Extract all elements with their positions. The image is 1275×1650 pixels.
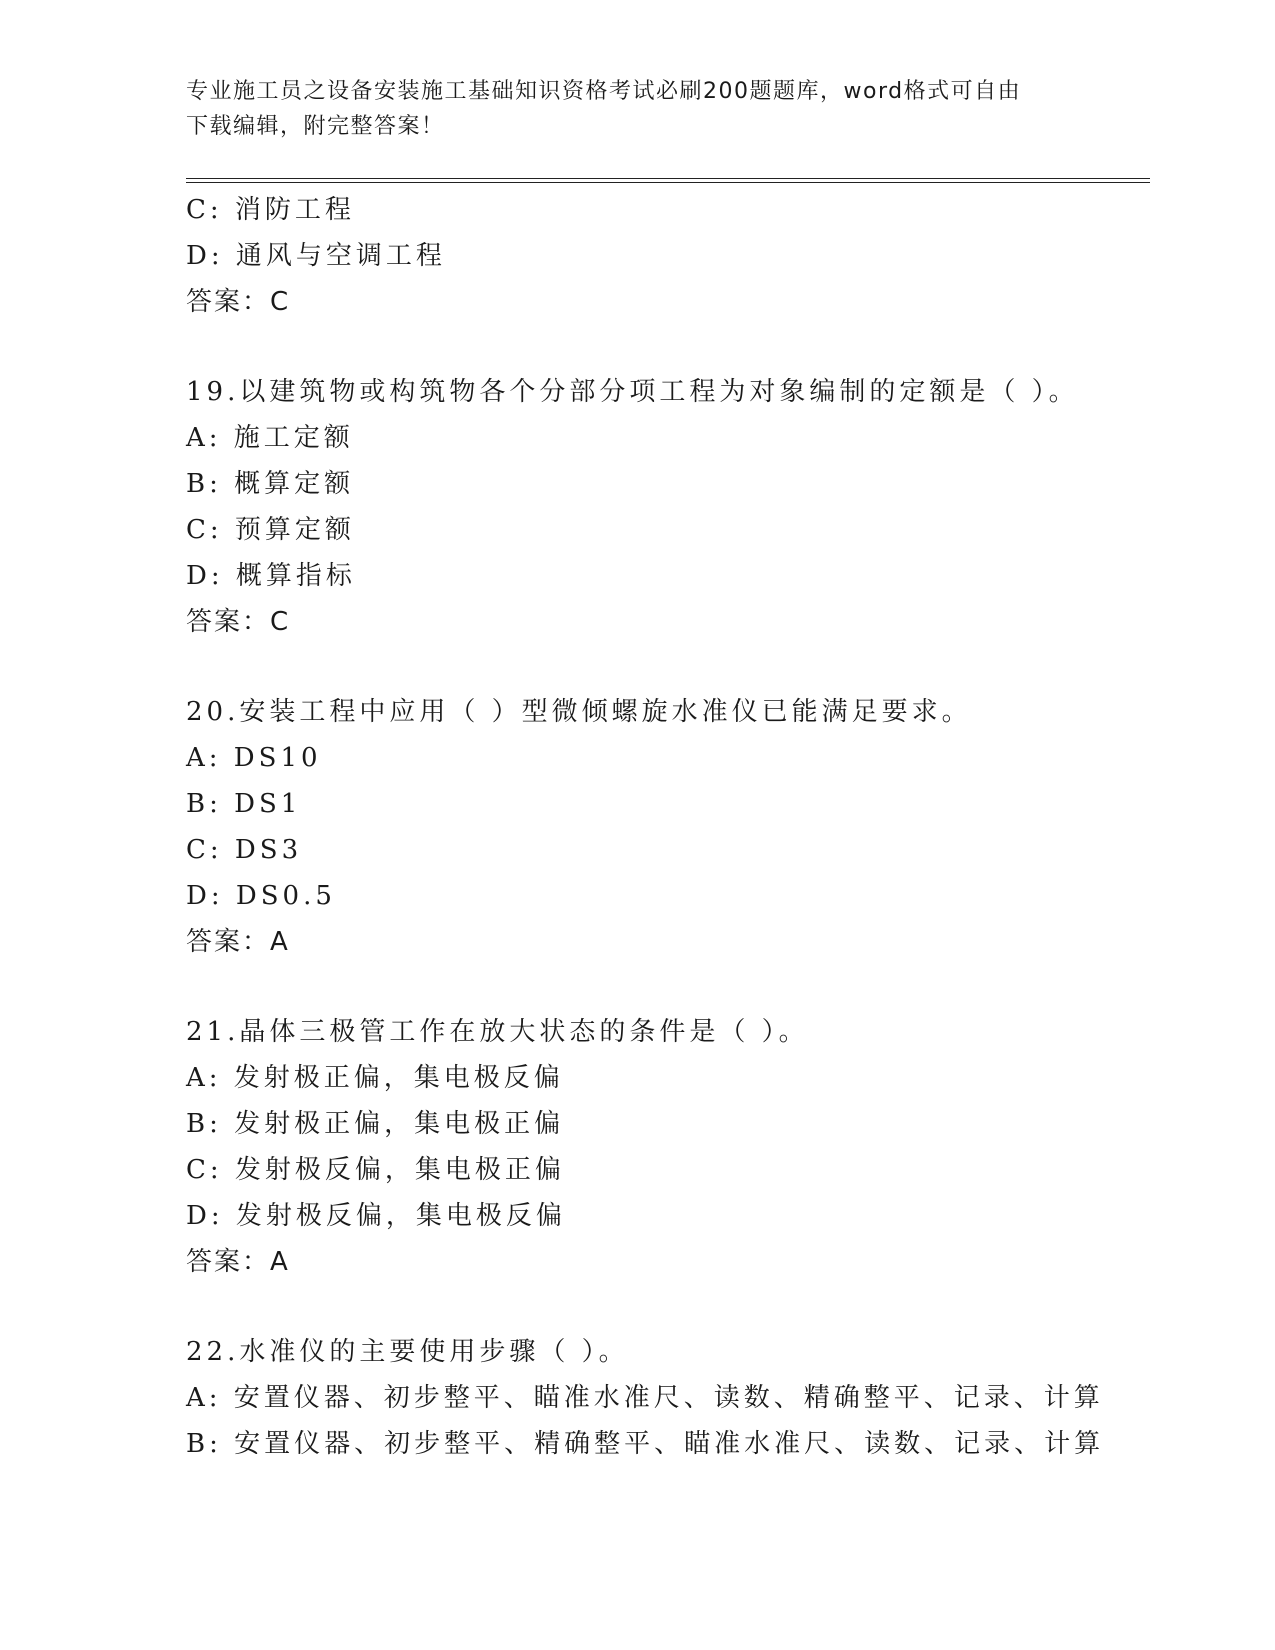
option-c: C: 消防工程 [186, 195, 355, 225]
option-b: B: 概算定额 [186, 469, 355, 499]
option-d: D: 概算指标 [186, 561, 356, 591]
option-d: D: 发射极反偏，集电极反偏 [186, 1201, 566, 1231]
question-stem: 22.水准仪的主要使用步骤（ ）。 [186, 1337, 629, 1367]
question-block-19 [186, 369, 1126, 645]
header-divider-top [186, 178, 1150, 179]
option-a: A: 安置仪器、初步整平、瞄准水准尺、读数、精确整平、记录、计算 [186, 1383, 1104, 1413]
question-stem: 20.安装工程中应用（ ）型微倾螺旋水准仪已能满足要求。 [186, 697, 972, 727]
option-c: C: DS3 [186, 835, 303, 865]
option-b: B: 安置仪器、初步整平、精确整平、瞄准水准尺、读数、记录、计算 [186, 1429, 1105, 1459]
option-a: A: 施工定额 [186, 423, 354, 453]
question-stem: 21.晶体三极管工作在放大状态的条件是（ ）。 [186, 1017, 809, 1047]
question-content [186, 187, 1126, 1467]
option-a: A: DS10 [186, 743, 322, 773]
spacer [186, 325, 1126, 369]
spacer [186, 1285, 1126, 1329]
answer-line: 答案：A [186, 1247, 290, 1277]
question-stem: 19.以建筑物或构筑物各个分部分项工程为对象编制的定额是（ ）。 [186, 377, 1079, 407]
question-block-21 [186, 1009, 1126, 1285]
page-header [186, 74, 1066, 144]
question-block-22 [186, 1329, 1126, 1467]
question-block-20 [186, 689, 1126, 965]
header-divider-bottom [186, 182, 1150, 183]
option-c: C: 发射极反偏，集电极正偏 [186, 1155, 565, 1185]
option-c: C: 预算定额 [186, 515, 355, 545]
answer-line: 答案：C [186, 607, 291, 637]
spacer [186, 645, 1126, 689]
option-a: A: 发射极正偏，集电极反偏 [186, 1063, 564, 1093]
answer-line: 答案：C [186, 287, 291, 317]
header-line-2: 下载编辑，附完整答案！ [186, 114, 445, 139]
option-d: D: 通风与空调工程 [186, 241, 446, 271]
option-d: D: DS0.5 [186, 881, 336, 911]
option-b: B: 发射极正偏，集电极正偏 [186, 1109, 565, 1139]
option-b: B: DS1 [186, 789, 302, 819]
answer-line: 答案：A [186, 927, 290, 957]
header-line-1: 专业施工员之设备安装施工基础知识资格考试必刷200题题库，word格式可自由 [186, 79, 1022, 104]
spacer [186, 965, 1126, 1009]
